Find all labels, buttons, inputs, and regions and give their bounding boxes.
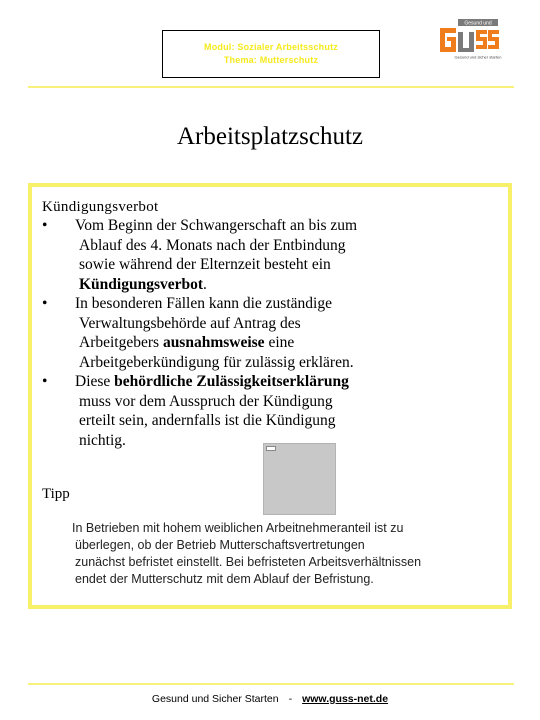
section-heading: Kündigungsverbot: [42, 199, 159, 215]
body-text: Diese: [75, 373, 115, 390]
bullet-line: [75, 392, 422, 412]
module-label: Modul: Sozialer Arbeitsschutz: [204, 42, 338, 52]
emphasis-text: ausnahmsweise: [162, 334, 265, 351]
embedded-image-placeholder: [263, 443, 336, 515]
bullet-line: [75, 333, 422, 353]
bullet-line: [75, 255, 422, 275]
body-text: Ablauf des 4. Monats nach der Entbindung: [79, 236, 346, 254]
emphasis-text: behördliche Zulässigkeitserklärung: [114, 373, 349, 390]
bullet-line: [75, 216, 422, 236]
bullet-line: [75, 314, 422, 334]
bullet-dot-icon: •: [42, 373, 48, 390]
bullet-line: [75, 411, 422, 431]
bullet-dot-icon: •: [42, 217, 48, 234]
tipp-label: Tipp: [42, 486, 70, 502]
topic-label: Thema: Mutterschutz: [223, 55, 319, 65]
footer-separator: -: [288, 693, 293, 705]
bullet-line: [75, 275, 422, 295]
tipp-line: endet der Mutterschutz mit dem Ablauf der Befristung.: [75, 572, 374, 586]
body-text: Verwaltungsbehörde auf Antrag des: [79, 314, 301, 332]
footer-website-link[interactable]: www.guss-net.de: [302, 693, 389, 705]
bullet-list: [42, 216, 422, 450]
bullet-item: [42, 294, 422, 372]
body-text: Vom Beginn der Schwangerschaft an bis zum: [75, 217, 358, 234]
bullet-line: [75, 372, 422, 392]
image-tag-icon: [266, 446, 276, 451]
emphasis-text: Kündigungsverbot: [79, 275, 204, 293]
body-text: nichtig.: [79, 431, 126, 449]
bottom-divider: [28, 683, 514, 685]
tipp-line: In Betrieben mit hohem weiblichen Arbeitnehmeranteil ist zu: [72, 521, 404, 535]
bullet-line: [75, 294, 422, 314]
tipp-text: [72, 520, 492, 588]
page-title: Arbeitsplatzschutz: [176, 123, 364, 150]
body-text: Arbeitgebers: [79, 334, 163, 351]
logo-top-text: Gesund und: [464, 20, 492, 27]
bullet-dot-icon: •: [42, 295, 48, 312]
body-text: In besonderen Fällen kann die zuständige: [75, 295, 332, 312]
footer: [0, 692, 540, 706]
bullet-line: [75, 236, 422, 256]
body-text: .: [203, 275, 207, 293]
body-text: sowie während der Elternzeit besteht ein: [79, 256, 331, 273]
body-text: erteilt sein, andernfalls ist die Kündigung: [79, 412, 336, 429]
bullet-line: [75, 353, 422, 373]
tipp-line: zunächst befristet einstellt. Bei befristeten Arbeitsverhältnissen: [75, 555, 422, 569]
tipp-line: überlegen, ob der Betrieb Mutterschaftsvertretungen: [75, 538, 365, 552]
body-text: muss vor dem Ausspruch der Kündigung: [79, 392, 333, 410]
body-text: Arbeitgeberkündigung für zulässig erklären.: [79, 353, 354, 371]
module-header-box: [162, 30, 380, 78]
body-text: eine: [264, 334, 295, 351]
bullet-line: [75, 431, 422, 451]
guss-logo: [436, 16, 502, 62]
bullet-item: [42, 216, 422, 294]
bullet-item: [42, 372, 422, 450]
top-divider: [28, 86, 514, 88]
guss-logo-graphic: [436, 16, 502, 62]
logo-bottom-text: Gesund und sicher starten: [454, 54, 502, 60]
footer-text: Gesund und Sicher Starten: [151, 693, 279, 705]
